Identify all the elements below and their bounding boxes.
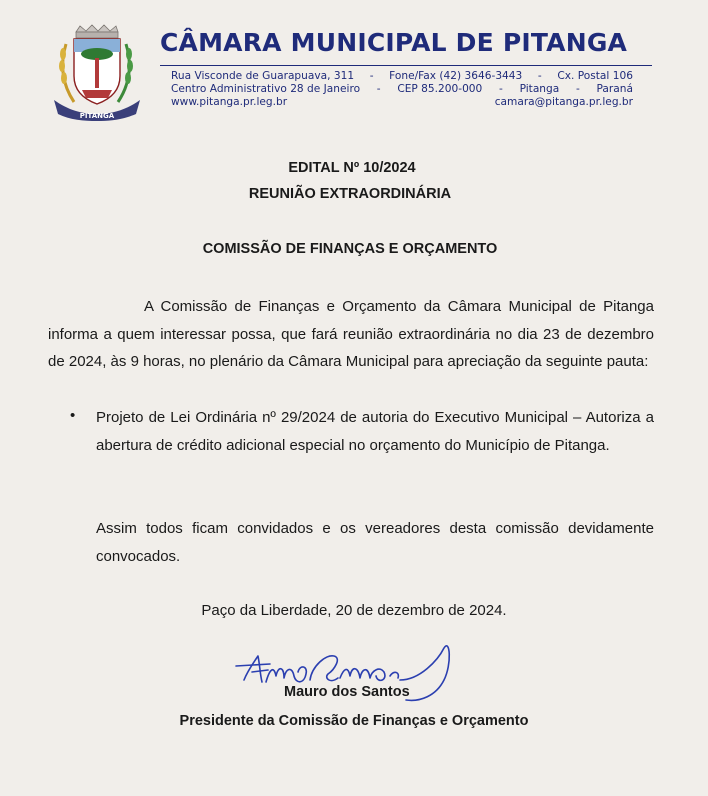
- meeting-type: REUNIÃO EXTRAORDINÁRIA: [248, 186, 452, 202]
- separator: -: [376, 83, 381, 95]
- separator: -: [537, 70, 542, 82]
- address-street: Rua Visconde de Guarapuava, 311: [171, 70, 355, 82]
- phone-fax: Fone/Fax (42) 3646-3443: [389, 70, 523, 82]
- committee-name: COMISSÃO DE FINANÇAS E ORÇAMENTO: [202, 241, 498, 257]
- address-district: Centro Administrativo 28 de Janeiro: [171, 83, 361, 95]
- city: Pitanga: [519, 83, 560, 95]
- state: Paraná: [596, 83, 633, 95]
- website-link[interactable]: www.pitanga.pr.leg.br: [171, 96, 288, 108]
- postal-code: CEP 85.200-000: [397, 83, 483, 95]
- separator: -: [575, 83, 580, 95]
- bullet-icon: •: [70, 407, 76, 424]
- separator: -: [369, 70, 374, 82]
- place-date: Paço da Liberdade, 20 de dezembro de 2024.: [201, 602, 507, 619]
- email-link[interactable]: camara@pitanga.pr.leg.br: [494, 96, 633, 108]
- closing-paragraph: Assim todos ficam convidados e os vereadores desta comissão devidamente convocados.: [96, 520, 654, 565]
- contact-line-3: [171, 96, 633, 109]
- signer-name: Mauro dos Santos: [284, 684, 410, 700]
- org-name: CÂMARA MUNICIPAL DE PITANGA: [160, 28, 628, 57]
- separator: -: [499, 83, 503, 95]
- contact-line-2: [171, 83, 633, 96]
- signer-role: Presidente da Comissão de Finanças e Orçamento: [179, 713, 529, 729]
- intro-paragraph: A Comissão de Finanças e Orçamento da Câmara Municipal de Pitanga informa a quem interessar possa, que fará reunião extraordinária no dia 23 de dezembro de 2024, às 9 horas, no plenário da Câmara Municipal para apreciação da seguinte pauta:: [48, 298, 654, 370]
- header-divider: [160, 65, 652, 66]
- agenda-item: Projeto de Lei Ordinária nº 29/2024 de autoria do Executivo Municipal – Autoriza a abertura de crédito adicional especial no orçamento do Município de Pitanga.: [96, 409, 654, 454]
- po-box: Cx. Postal 106: [557, 70, 633, 82]
- crest-ribbon-text: PITANGA: [79, 112, 115, 120]
- municipal-crest-icon: [48, 24, 144, 122]
- edital-number: EDITAL Nº 10/2024: [288, 160, 416, 176]
- contact-line-1: [171, 70, 633, 83]
